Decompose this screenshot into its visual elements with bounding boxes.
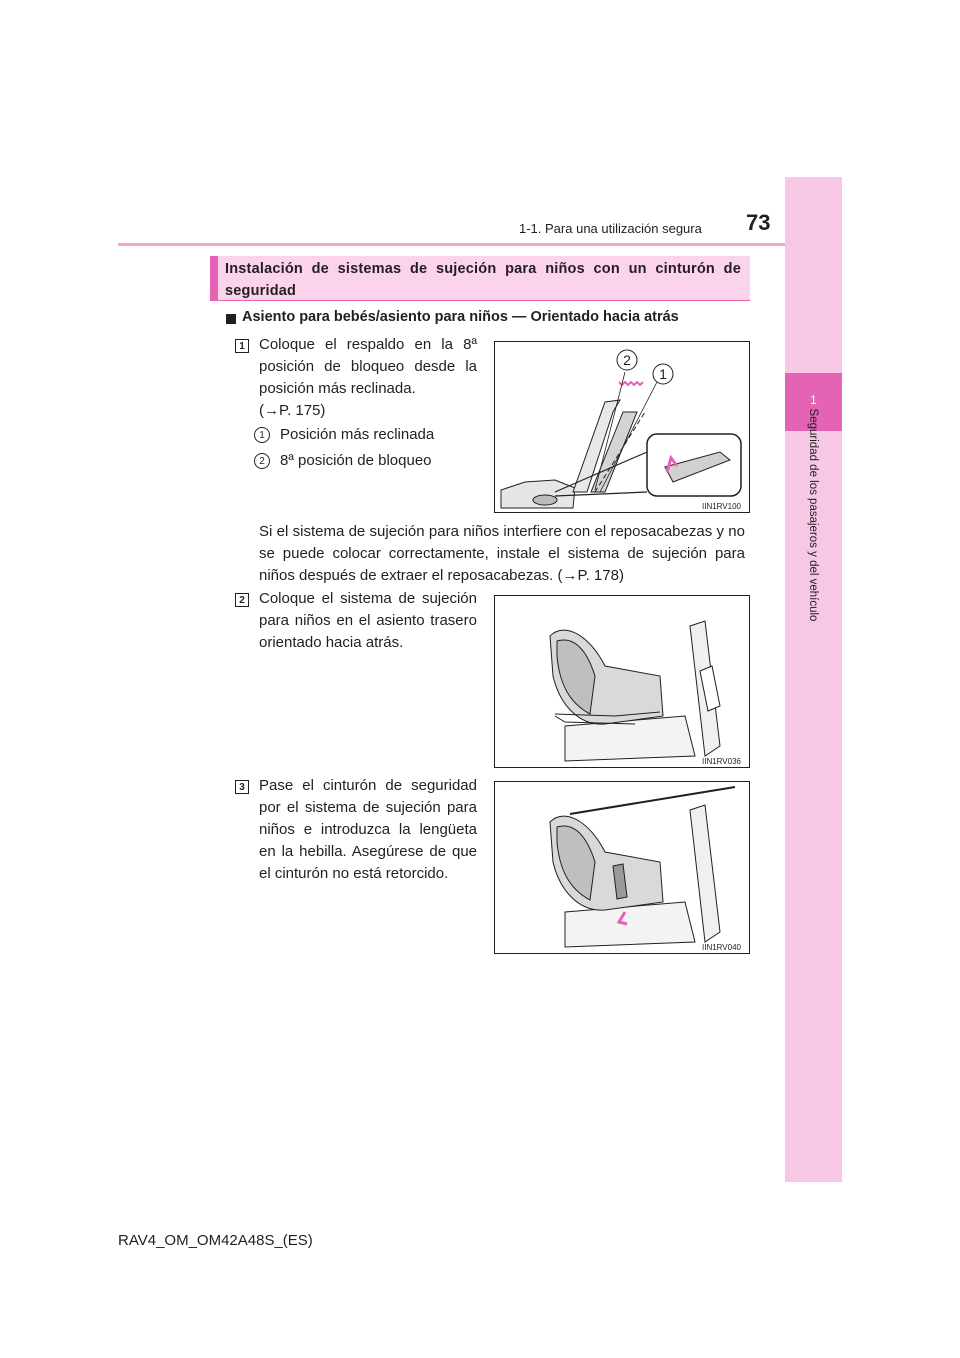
figure-belt-routing [494, 781, 750, 954]
seat-recline-illustration [495, 342, 749, 512]
callout-number-1: 1 [254, 427, 270, 443]
subheading: Asiento para bebés/asiento para niños — Orientado hacia atrás [242, 309, 679, 325]
figure-seat-placement [494, 595, 750, 768]
seat-placement-illustration [495, 596, 749, 767]
step-2-text: Coloque el sistema de sujeción para niños en el asiento trasero orientado hacia atrás. [259, 590, 477, 651]
chapter-number: 1 [810, 393, 817, 407]
callout-number-2: 2 [254, 453, 270, 469]
figure-label-2: 2 [623, 352, 631, 368]
figure-code-2: IIN1RV036 [702, 757, 741, 766]
figure-code-3: IIN1RV040 [702, 943, 741, 952]
square-bullet-icon [226, 314, 236, 324]
section-title: 1-1. Para una utilización segura [519, 221, 702, 236]
figure-code-1: IIN1RV100 [702, 502, 741, 511]
step-1-reference[interactable]: (→P. 175) [259, 402, 326, 419]
chapter-title: Seguridad de los pasajeros y del vehículo [807, 408, 819, 622]
callout-1-text: Posición más reclinada [280, 426, 435, 443]
header-rule [118, 243, 842, 246]
step-number-2: 2 [235, 593, 249, 607]
page-number: 73 [746, 210, 771, 235]
document-code: RAV4_OM_OM42A48S_(ES) [118, 1232, 313, 1249]
step-number-3: 3 [235, 780, 249, 794]
step-1-note: Si el sistema de sujeción para niños interfiere con el reposacabezas y no se puede colocar correctamente, instale el sistema de sujeción para niños después de extraer el reposacabezas. (→P. 178) [259, 523, 745, 584]
figure-label-1: 1 [659, 366, 667, 382]
step-1-text: Coloque el respaldo en la 8ª posición de bloqueo desde la posición más reclinada. [259, 336, 477, 397]
step-3-text: Pase el cinturón de seguridad por el sistema de sujeción para niños e introduzca la lengüeta en la hebilla. Asegúrese de que el cinturón no está retorcido. [259, 777, 477, 882]
chapter-sidebar [785, 177, 842, 1182]
figure-seat-recline [494, 341, 750, 513]
step-number-1: 1 [235, 339, 249, 353]
section-heading: Instalación de sistemas de sujeción para niños con un cinturón de seguridad [225, 261, 741, 299]
callout-2-text: 8ª posición de bloqueo [280, 452, 432, 469]
belt-routing-illustration [495, 782, 749, 953]
